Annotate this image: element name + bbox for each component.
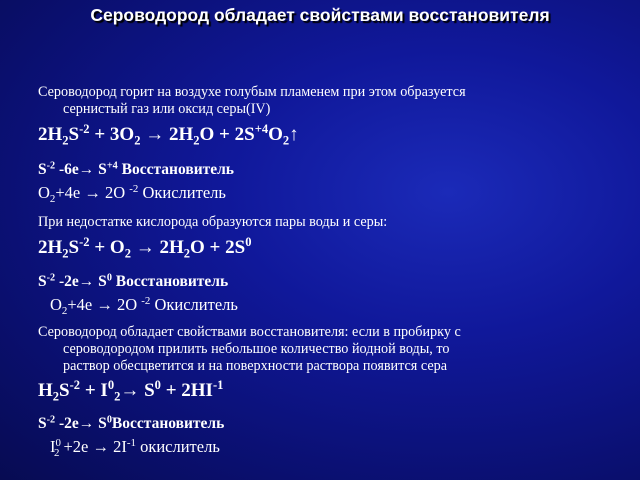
intro-paragraph-2: При недостатке кислорода образуются пары воды и серы: xyxy=(38,214,388,230)
intro-paragraph-3-line-1: Сероводород обладает свойствами восстановителя: если в пробирку с xyxy=(38,324,461,340)
equation-2: $2H_2S^{-2} + O_2 \to 2H_2O + 2S^0$ xyxy=(38,235,252,261)
half-reaction-2: $O_2+4e \to 2O$ $^{-2}$ Окислитель xyxy=(38,183,226,205)
half-reaction-6: $I^0_2 +2e \to 2I^{-1}$ окислитель xyxy=(50,437,220,459)
half-reaction-5: $S^{-2}$ $-2e\to S^0Восстановитель$ xyxy=(38,414,225,432)
intro-paragraph-1-line-2: сернистый газ или оксид серы(IV) xyxy=(63,101,271,117)
equation-3: $H_2S^{-2} + I^0_2\to S^0 + 2HI^{-1}$ xyxy=(38,378,224,404)
intro-paragraph-3-line-2: сероводородом прилить небольшое количество йодной воды, то xyxy=(63,341,450,357)
intro-paragraph-1-line-1: Сероводород горит на воздухе голубым пламенем при этом образуется xyxy=(38,84,466,100)
slide-title: Сероводород обладает свойствами восстановителя xyxy=(90,5,550,25)
equation-1: $2H_2S^{-2} + 3O_2 \to 2H_2O$ + $2S^{+4}O_2↑$ xyxy=(38,122,299,148)
half-reaction-1: $S^{-2}$ $-6e\to S^{+4}$ Восстановитель xyxy=(38,160,235,178)
half-reaction-3: $S^{-2}$ $-2e\to S^0$ Восстановитель xyxy=(38,272,229,290)
intro-paragraph-3-line-3: раствор обесцветится и на поверхности раствора появится сера xyxy=(63,358,448,374)
half-reaction-4: $O_2+4e \to 2O$ $^{-2}$ Окислитель xyxy=(50,295,238,317)
